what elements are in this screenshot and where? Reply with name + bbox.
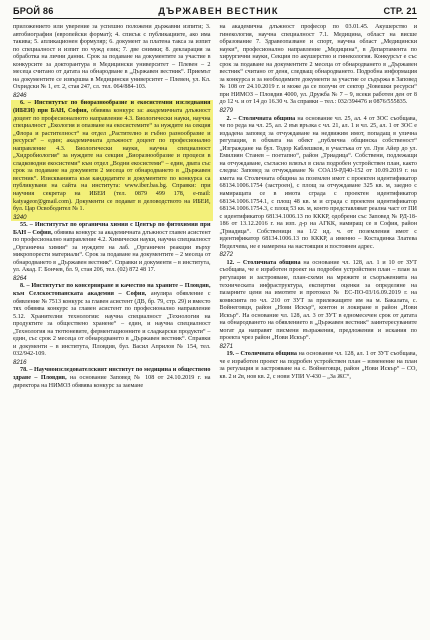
notice-text bbox=[13, 283, 211, 358]
notice-heading: 2. – Столичната община bbox=[226, 115, 296, 122]
notice-body: анулира обявление с обявление № 7513 конкурс за главен асистент (ДВ, бр. 79, стр. 29) и вместо тях обявява конкурс за главен асистент по професионално направление 5.12. Хранителни технологии: научна специалност „Технология на продуктите за обществено хранене“ – един, и научна специалност „Технология на тютюневите, ферментационните и сладкарски продукти“ – един, със срок 2 месеца от обнародването в „Държавен вестник“. Справки и документи – в института, Пловдив, бул. Васил Априлов № 154, тел. 032/942-109. bbox=[13, 291, 211, 358]
issue-number: БРОЙ 86 bbox=[13, 6, 54, 16]
notice-text bbox=[13, 100, 211, 213]
page-number: СТР. 21 bbox=[383, 6, 417, 16]
notice-text: приложението или уверение за успешно положени държавни изпити; 3. автобиография (европейски формат); 4. списък с публикациите, ако има такива; 5. апликационен формуляр; 6. документ за платена такса за изпит по специалност и изпит по чужд език; 7. две снимки; 8. декларация за обработка на лични данни. Срок за подаване на документите за участие в конкурсите за докторантура в Медицински университет – Плевен – 2 месеца считано от датата на обнародване в „Държавен вестник“. Приемът на документите се извършва в Медицински университет – Плевен, ул. Кл. Охридски № 1, ет. 2, стая 247, сл. тел. 064/884-103. bbox=[13, 24, 211, 91]
notice-heading: 12. – Столичната община bbox=[226, 259, 301, 266]
notice-code: 8264 bbox=[13, 274, 27, 282]
notice-code: 8272 bbox=[219, 251, 234, 259]
left-column bbox=[13, 24, 211, 390]
notice-body: на основание Заповед № 108 от 24.10.2019 г. на директора на НИМОЗ обявява конкурс за заемане bbox=[13, 374, 211, 389]
right-column bbox=[220, 24, 418, 390]
notice-text bbox=[220, 116, 418, 252]
notice-text bbox=[13, 222, 211, 275]
page-header bbox=[13, 6, 417, 19]
notice-code: 8246 bbox=[13, 91, 27, 99]
notice-heading: 19. – Столичната община bbox=[226, 351, 297, 358]
notice-code: 8271 bbox=[219, 342, 234, 350]
notice-code: 8279 bbox=[219, 107, 234, 115]
notice-body: обявява конкурс за академичната длъжност главен асистент по професионално направление 4.2. Химически науки, научна специалност „Органична химия“ за нуждите на лаб. „Органичен реакции върху микропорести материали“. Срок за подаване на документите – 2 месеца от обнародването в „Държавен вестник“. Справки и документи – в института, ул. Акад. Г. Бончев, бл. 9, стая 206, тел. (02) 872 48 17. bbox=[13, 229, 211, 274]
notice-text bbox=[220, 260, 418, 343]
notice-code: 3240 bbox=[13, 213, 27, 221]
notice-body: на основание чл. 25, ал. 4 от ЗОС съобщава, че по реда на чл. 25, ал. 2 във връзка с чл. 21, ал. 1 и чл. 25, ал. 1 от ЗОС е издадена заповед за отчуждаване на недвижим имот, попадащ в улична регулация, в обхвата на обект „публична общинска собственост“ „Изграждане на бул. Тодор Каблешков, в участъка от ул. Луи Айер до ул. Емилиян Станев – поетапно“, район „Триадица“. Собствени, подлежащи на отчуждаване, съгласно влязъл в сила подробен устройствен план, както следва: Заповед за отчуждаване № СОА19-РД40-152 от 10.09.2019 г. на кмета на Столичната община за поземлен имот с проектен идентификатор 68134.1006.1754 (застроен), с площ за отчуждаване 325 кв. м, заедно с намиращата се в имота сграда с проектен идентификатор 68134.1006.1754.1, с площ 48 кв. м и сграда с проектен идентификатор 68134.1006.1754.3, с площ 53 кв. м, конто представляват реална част от ПИ с идентификатор 68134.1006.13 по КККР, одобрени със Заповед № РД-18-186 от 13.12.2016 г. на изп. д-р на АГКК, намиращ се в София, район „Триадица“. Собственици на 1/2 ид. ч. от поземления имот с идентификатор 68134.1006.13 по КККР, а именно – Костадинка Златева Неделчева, не е намерена на настоящия и постоянен адрес. bbox=[219, 115, 417, 250]
notice-heading: 6. – Институтът по биоразнообразие и екосистемни изследвания (ИБЕИ) при БАН, София, bbox=[13, 100, 211, 114]
notice-body: на основание чл. 128, ал. 1 и 10 от ЗУТ съобщава, че е изработен проект на подробен устройствен план – план за регулация и застрояване, план-схеми на мрежите и съоръженията на техническата инфраструктура, експертни оценки за определяне на пазарните цени на имотите и протокол № ЕС-ПО-03/16.09.2019 г. на комисията по чл. 210 от ЗУТ за прилежащите им на м. Бакалата, с. Войнеговци, район „Нови Искър“, контон и локиране в район „Нови Искър“. На основание чл. 128, ал. 3 от ЗУТ в едномесечен срок от датата на обнародването на обявлението в „Държавен вестник“ заинтересуваните могат да направят писмени възражения, предложения и искания по проекта чрез район „Нови Искър“. bbox=[219, 259, 417, 342]
notice-heading: 78. – Научноизследователският институт по медицина и обществено здраве – Пловдив, bbox=[13, 367, 211, 381]
highlighted-notice bbox=[11, 100, 213, 221]
notice-code: 8216 bbox=[13, 358, 27, 366]
notice-body: на основание чл. 128, ал. 1 от ЗУТ съобщава, че е изработен проект на подробен устройствен план – изменение на план за регулация и застрояване на с. Войнеговци, район „Нови Искър“ – СО, кв. 2 и 2в, нов кв. 2, с нови УПИ V-430 – „За ЖС“, bbox=[219, 351, 417, 381]
notice-text bbox=[13, 367, 211, 390]
notice-text bbox=[220, 351, 418, 381]
notice-body: обявява конкурс за: академичната длъжност доцент по професионалното направление 4.3. Биологически науки, научна специалност „Екология и опазване на екосистемите“ за нуждите на секция „Флора и растителност“ на отдел „Растително и гъбно разнообразие и ресурси“ – един; академичната длъжност доцент по професионално направление 4.3. Биологически науки, научна специалност „Хидробиология“ за нуждите на секция „Биоразнообразие и процеси в сладководни екосистеми“ към отдел „Водни екосистеми“ – един, двата със срок за подаване на документи 2 месеца от обнародването в „Държавен вестник“. Изискванията към кандидатите и документите по конкурса са публикувани на сайта на института: www.iber.bas.bg. Справки: при научния секретар на ИБЕИ (тел. 0879 499 178, e-mail: katyageor@gmail.com). Документи се подават в деловодството на ИБЕИ, бул. Цар Освободител № 1. bbox=[13, 107, 211, 213]
notice-heading: 55. – Институтът по органична химия с Център по фитохимия при БАН – София, bbox=[13, 222, 211, 236]
notice-text: на академична длъжност професор по 03.01.45. Акушерство и гинекология, научна специалност 7.1. Медицина, област на висше образование 7. Здравеопазване и спорт, научна област „Медицински науки“, професионално направление „Медицина“, в Департамента по хирургични науки, Секция по акушерство и гинекология. Конкурсът е със срок за подаване на документите 2 месеца от обнародването в „Държавен вестник“ считано от деня, следващ обнародването. Подробна информация за конкурса и за необходимите документи за участие се съдържа в Заповед № 108 от 24.10.2019 г. и може да се получи от сектор „Човешки ресурси“ при НИМОЗ – Пловдив 4000, ул. Дружба № 7 – 9, всеки работен ден от 8 до 12 ч. и от 14 до 16.30 ч. За справки – тел.: 032/394476 и 0876/555835. bbox=[219, 24, 417, 106]
columns bbox=[13, 24, 417, 390]
notice-heading: 8. – Институтът по консервиране и качество на храните – Пловдив, към Селскостопанската академия – София, bbox=[13, 283, 211, 297]
newspaper-title: ДЪРЖАВЕН ВЕСТНИК bbox=[158, 6, 279, 16]
